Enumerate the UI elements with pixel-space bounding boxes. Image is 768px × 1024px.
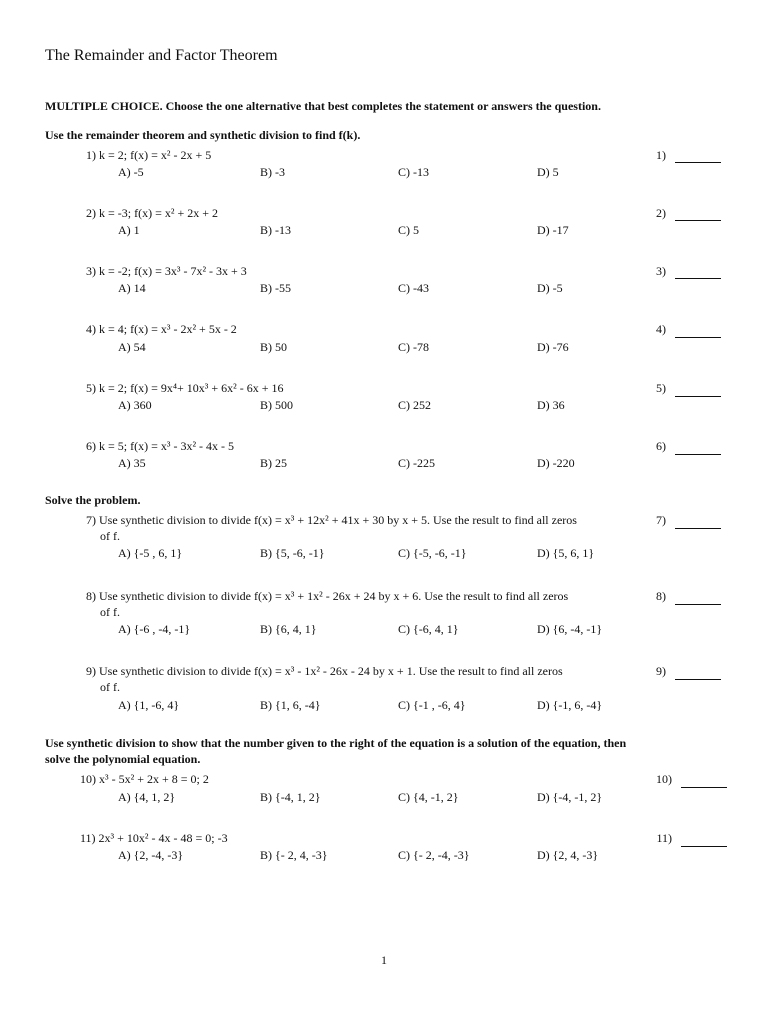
page-title: The Remainder and Factor Theorem <box>45 47 278 64</box>
question-10-number: 10) <box>656 772 672 786</box>
option-c: C) 5 <box>398 223 419 237</box>
question-7-number: 7) <box>656 513 666 527</box>
question-3-stem: 3) k = -2; f(x) = 3x³ - 7x² - 3x + 3 <box>86 264 247 278</box>
option-d: D) {2, 4, -3} <box>537 848 599 862</box>
question-3-number: 3) <box>656 264 666 278</box>
option-c: C) {4, -1, 2} <box>398 790 459 804</box>
option-a: A) 54 <box>118 340 146 354</box>
option-d: D) 5 <box>537 165 559 179</box>
option-d: D) {-1, 6, -4} <box>537 698 603 712</box>
question-2-number: 2) <box>656 206 666 220</box>
question-2-stem: 2) k = -3; f(x) = x² + 2x + 2 <box>86 206 218 220</box>
section-heading-remainder: Use the remainder theorem and synthetic division to find f(k). <box>45 128 361 142</box>
option-c: C) {-5, -6, -1} <box>398 546 467 560</box>
option-c: C) -225 <box>398 456 435 470</box>
option-b: B) 500 <box>260 398 293 412</box>
question-11-number: 11) <box>656 831 672 845</box>
question-9-stem: 9) Use synthetic division to divide f(x) = x³ - 1x² - 26x - 24 by x + 1. Use the result to find all zeros <box>86 664 563 678</box>
question-8-stem-continued: of f. <box>100 605 120 619</box>
answer-blank-2[interactable] <box>675 220 721 221</box>
option-b: B) -13 <box>260 223 291 237</box>
option-d: D) -76 <box>537 340 569 354</box>
answer-blank-9[interactable] <box>675 679 721 680</box>
option-d: D) {-4, -1, 2} <box>537 790 603 804</box>
question-7-stem-continued: of f. <box>100 529 120 543</box>
question-5-number: 5) <box>656 381 666 395</box>
option-a: A) {2, -4, -3} <box>118 848 184 862</box>
answer-blank-6[interactable] <box>675 454 721 455</box>
question-4-number: 4) <box>656 322 666 336</box>
option-b: B) 25 <box>260 456 287 470</box>
question-4-stem: 4) k = 4; f(x) = x³ - 2x² + 5x - 2 <box>86 322 237 336</box>
question-1-stem: 1) k = 2; f(x) = x² - 2x + 5 <box>86 148 212 162</box>
option-d: D) {5, 6, 1} <box>537 546 595 560</box>
option-a: A) -5 <box>118 165 144 179</box>
answer-blank-3[interactable] <box>675 278 721 279</box>
answer-blank-11[interactable] <box>681 846 727 847</box>
option-a: A) 14 <box>118 281 146 295</box>
instructions: MULTIPLE CHOICE. Choose the one alternative that best completes the statement or answers the question. <box>45 99 601 113</box>
section-heading-synthetic-continued: solve the polynomial equation. <box>45 752 201 766</box>
section-heading-synthetic: Use synthetic division to show that the number given to the right of the equation is a solution of the equation, then <box>45 736 627 750</box>
page-number: 1 <box>381 953 387 967</box>
option-a: A) {-6 , -4, -1} <box>118 622 191 636</box>
answer-blank-7[interactable] <box>675 528 721 529</box>
option-b: B) {1, 6, -4} <box>260 698 321 712</box>
option-b: B) 50 <box>260 340 287 354</box>
option-c: C) -43 <box>398 281 429 295</box>
option-a: A) {-5 , 6, 1} <box>118 546 183 560</box>
option-a: A) 360 <box>118 398 152 412</box>
option-b: B) {- 2, 4, -3} <box>260 848 328 862</box>
question-8-number: 8) <box>656 589 666 603</box>
section-heading-solve: Solve the problem. <box>45 493 141 507</box>
question-6-stem: 6) k = 5; f(x) = x³ - 3x² - 4x - 5 <box>86 439 235 453</box>
option-a: A) 1 <box>118 223 140 237</box>
option-d: D) -5 <box>537 281 563 295</box>
answer-blank-4[interactable] <box>675 337 721 338</box>
answer-blank-5[interactable] <box>675 396 721 397</box>
question-6-number: 6) <box>656 439 666 453</box>
option-c: C) {-6, 4, 1} <box>398 622 459 636</box>
option-a: A) {1, -6, 4} <box>118 698 180 712</box>
answer-blank-1[interactable] <box>675 162 721 163</box>
option-d: D) -17 <box>537 223 569 237</box>
option-a: A) {4, 1, 2} <box>118 790 176 804</box>
option-a: A) 35 <box>118 456 146 470</box>
question-11-stem: 11) 2x³ + 10x² - 4x - 48 = 0; -3 <box>80 831 228 845</box>
option-c: C) 252 <box>398 398 431 412</box>
option-c: C) -78 <box>398 340 429 354</box>
option-c: C) {-1 , -6, 4} <box>398 698 466 712</box>
option-b: B) -55 <box>260 281 291 295</box>
question-10-stem: 10) x³ - 5x² + 2x + 8 = 0; 2 <box>80 772 209 786</box>
option-c: C) {- 2, -4, -3} <box>398 848 470 862</box>
option-b: B) {5, -6, -1} <box>260 546 325 560</box>
option-c: C) -13 <box>398 165 429 179</box>
question-9-stem-continued: of f. <box>100 680 120 694</box>
option-d: D) {6, -4, -1} <box>537 622 603 636</box>
question-1-number: 1) <box>656 148 666 162</box>
question-7-stem: 7) Use synthetic division to divide f(x) = x³ + 12x² + 41x + 30 by x + 5. Use the result to find all zeros <box>86 513 577 527</box>
option-b: B) {6, 4, 1} <box>260 622 317 636</box>
question-8-stem: 8) Use synthetic division to divide f(x) = x³ + 1x² - 26x + 24 by x + 6. Use the result to find all zeros <box>86 589 569 603</box>
answer-blank-8[interactable] <box>675 604 721 605</box>
option-b: B) -3 <box>260 165 285 179</box>
question-9-number: 9) <box>656 664 666 678</box>
option-b: B) {-4, 1, 2} <box>260 790 321 804</box>
question-5-stem: 5) k = 2; f(x) = 9x⁴+ 10x³ + 6x² - 6x + 16 <box>86 381 284 395</box>
option-d: D) -220 <box>537 456 575 470</box>
answer-blank-10[interactable] <box>681 787 727 788</box>
option-d: D) 36 <box>537 398 565 412</box>
